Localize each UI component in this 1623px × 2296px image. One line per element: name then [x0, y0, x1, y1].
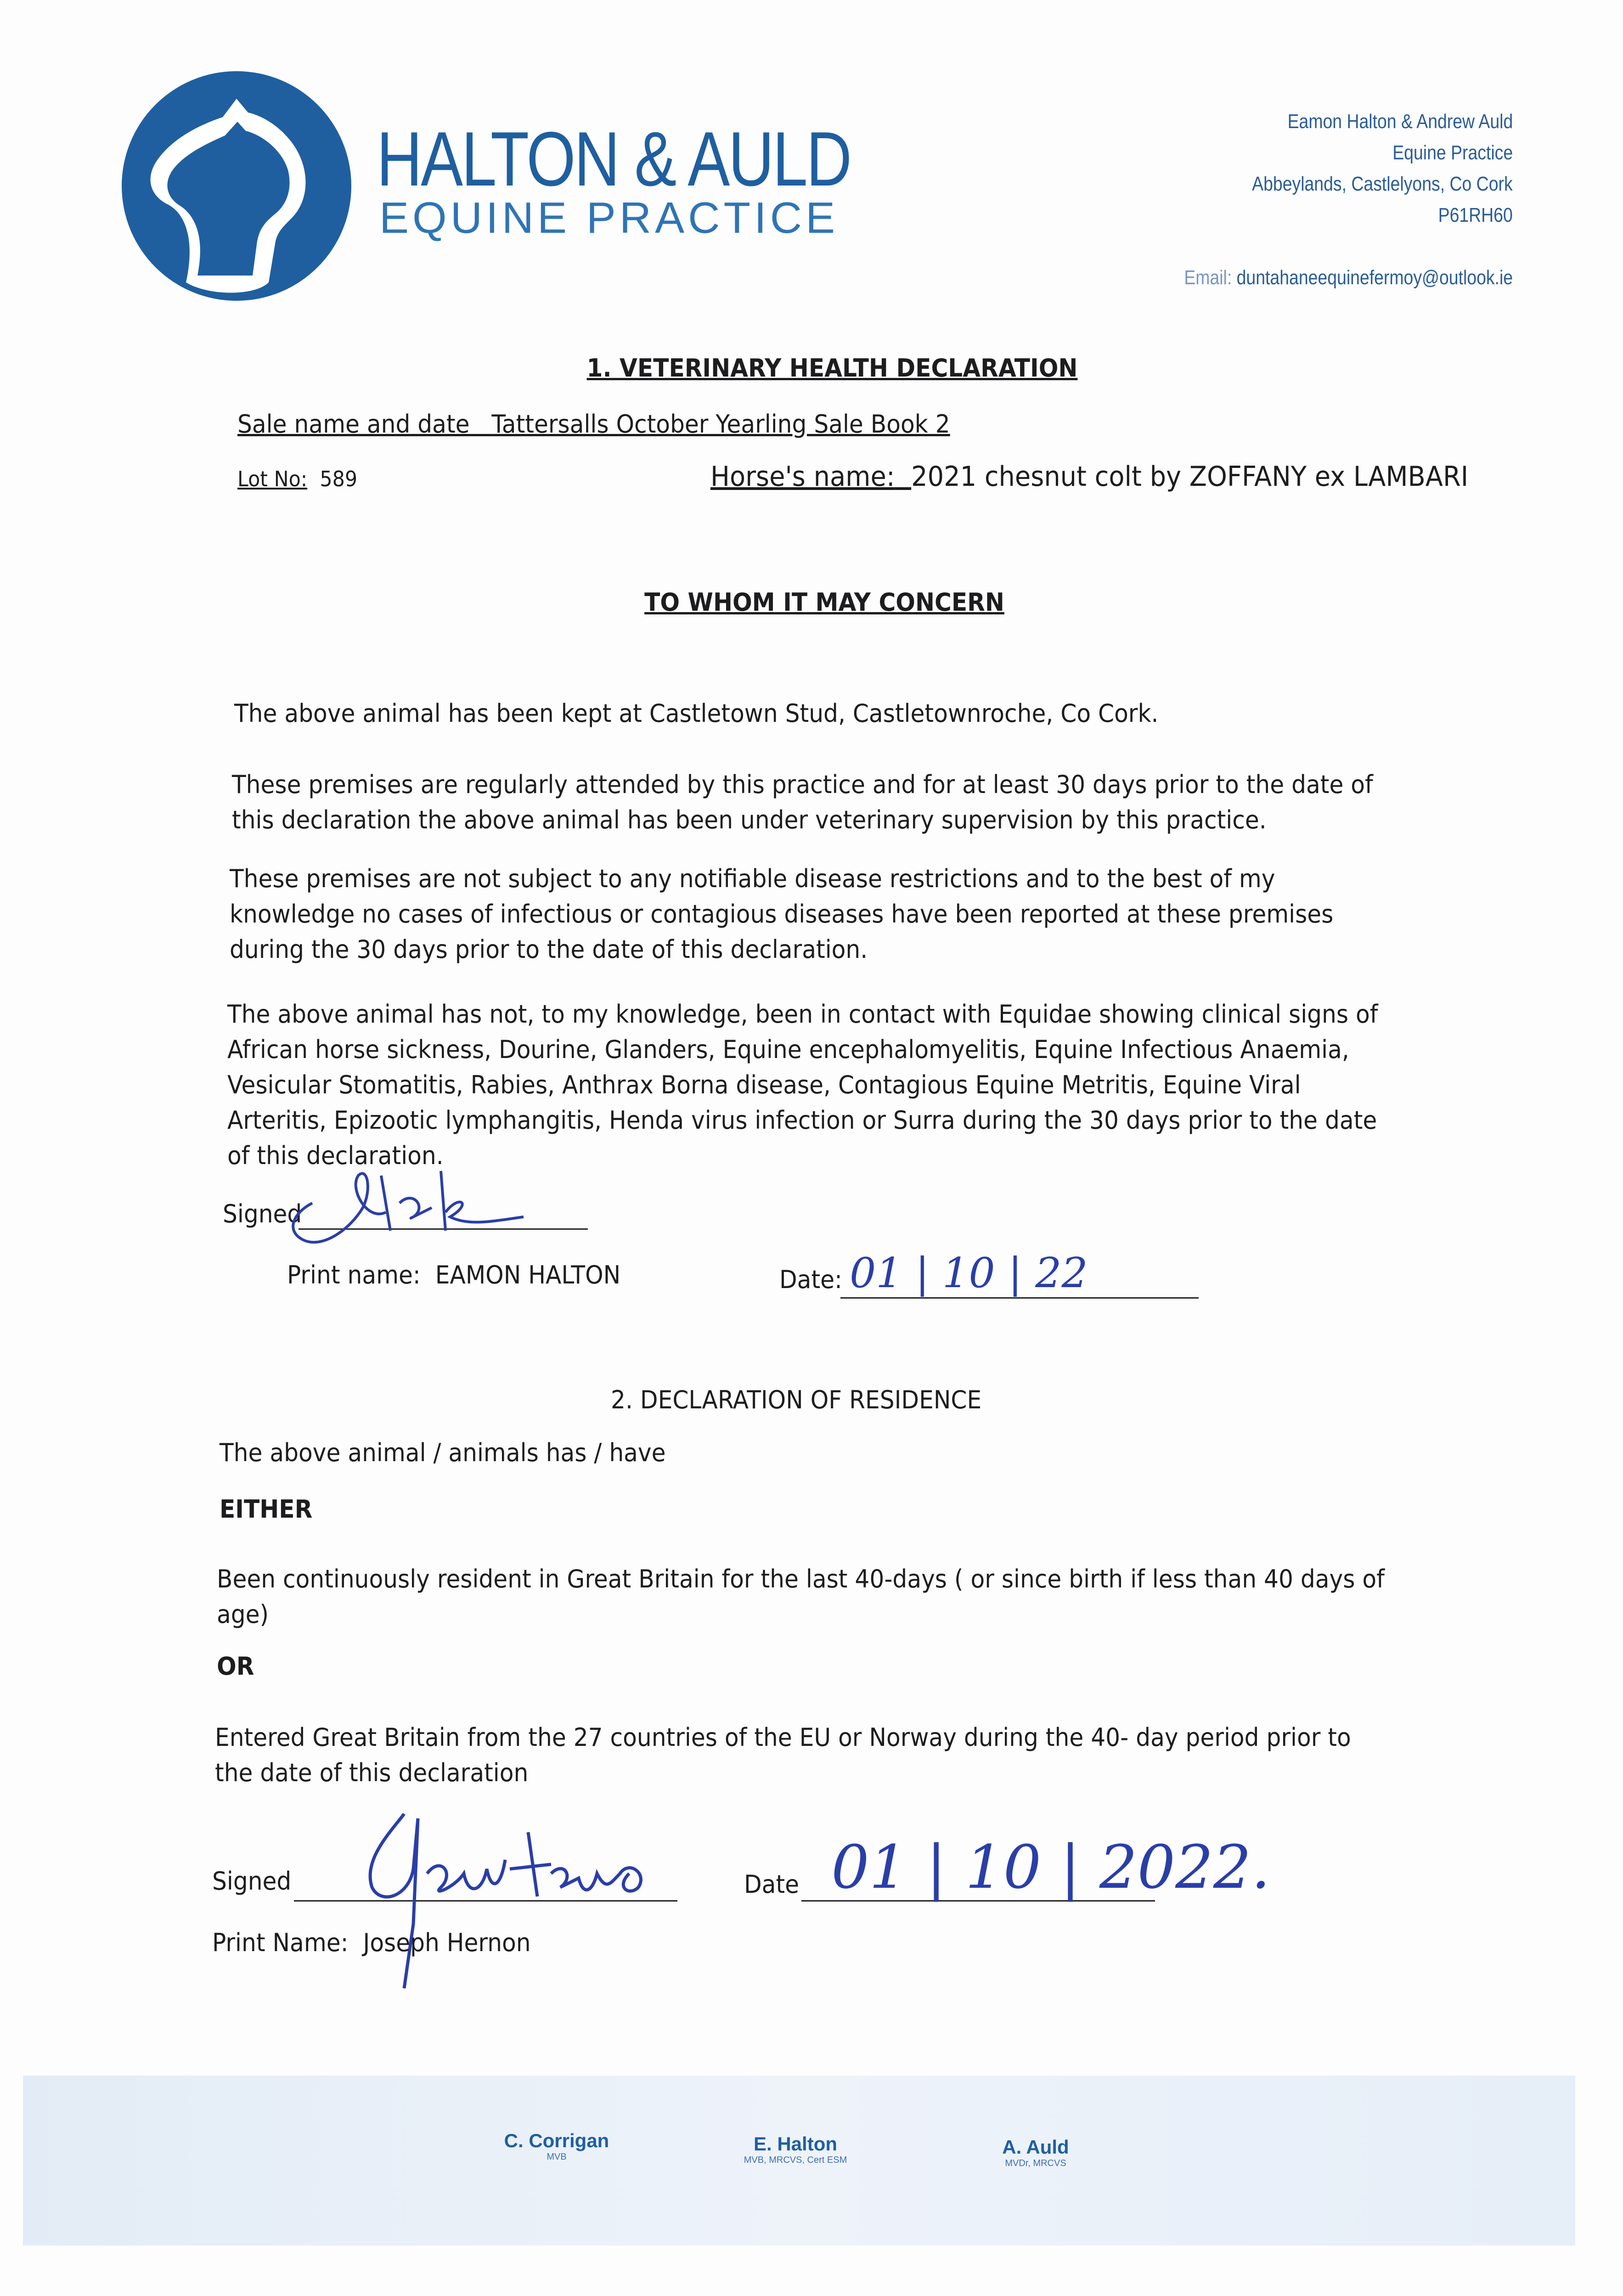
- logo-subtitle: EQUINE PRACTICE: [379, 193, 839, 242]
- footer-vet-halton: E. Halton MVB, MRCVS, Cert ESM: [744, 2133, 847, 2165]
- print-name-value-1: EAMON HALTON: [435, 1261, 621, 1289]
- lot-label: Lot No:: [237, 467, 308, 491]
- logo-title: HALTON & AULD: [377, 116, 851, 202]
- print-name-line-2: [212, 1925, 531, 1960]
- horse-logo-icon: [117, 67, 356, 305]
- print-name-label-2: Print Name:: [212, 1928, 349, 1957]
- signature-hernon: [335, 1805, 693, 1998]
- date-label-1: Date:: [779, 1265, 842, 1294]
- footer-vet-auld: A. Auld MVDr, MRCVS: [1002, 2136, 1069, 2168]
- print-name-value-2: Joseph Hernon: [363, 1928, 531, 1957]
- footer-vet-corrigan: C. Corrigan MVB: [504, 2130, 609, 2162]
- address-line-3: Abbeylands, Castlelyons, Co Cork: [1252, 173, 1513, 195]
- sale-name-line: [237, 406, 950, 442]
- date-handwritten-2: 01 | 10 | 2022.: [831, 1832, 1270, 1902]
- signed-label-1: Signed: [223, 1199, 302, 1228]
- section2-title: 2. DECLARATION OF RESIDENCE: [611, 1385, 982, 1414]
- lot-line: [237, 461, 357, 497]
- signed-label-2: Signed: [212, 1867, 292, 1896]
- residence-intro: The above animal / animals has / have: [220, 1438, 666, 1467]
- to-whom-heading: TO WHOM IT MAY CONCERN: [644, 588, 1004, 617]
- address-line-1: Eamon Halton & Andrew Auld: [1287, 110, 1513, 133]
- horse-value: 2021 chesnut colt by ZOFFANY ex LAMBARI: [911, 461, 1469, 493]
- paragraph-attended: These premises are regularly attended by this practice and for at least 30 days prior to the date of this declaration the above animal has been under veterinary supervision by this practice.: [232, 770, 1373, 834]
- lot-value: 589: [320, 467, 358, 491]
- print-name-line-1: [287, 1257, 620, 1293]
- date-line-1: [840, 1297, 1199, 1299]
- date-label-2: Date: [744, 1870, 800, 1899]
- horse-label: Horse's name:: [710, 461, 895, 493]
- date-handwritten-1: 01 | 10 | 22: [850, 1249, 1088, 1297]
- paragraph-contact: The above animal has not, to my knowledge, been in contact with Equidae showing clinical signs of African horse sickness, Dourine, Glanders, Equine encephalomyelitis, Equine Infectious Anaemia, Vesicular Stomatitis, Rabies, Anthrax Borna disease, Contagious Equine Metritis, Equine Viral Arteritis, Epizootic lymphangitis, Henda virus infection or Surra during the 30 days prior to the date of this declaration.: [227, 1000, 1378, 1170]
- horse-line: [710, 459, 1468, 495]
- sale-value: Tattersalls October Yearling Sale Book 2: [491, 410, 950, 439]
- print-name-label-1: Print name:: [287, 1261, 421, 1289]
- address-line-4: P61RH60: [1438, 204, 1513, 226]
- either-label: EITHER: [220, 1495, 313, 1524]
- or-label: OR: [217, 1652, 254, 1681]
- signature-halton: [276, 1139, 533, 1258]
- sale-label: Sale name and date: [237, 410, 470, 439]
- paragraph-restrictions: These premises are not subject to any notifiable disease restrictions and to the best of my knowledge no cases of infectious or contagious diseases have been reported at these premises during the 30 days prior to the date of this declaration.: [230, 864, 1334, 964]
- address-line-2: Equine Practice: [1392, 141, 1513, 164]
- email-label: Email:: [1184, 266, 1232, 289]
- option-entered: Entered Great Britain from the 27 countries of the EU or Norway during the 40- day period prior to the date of this declaration: [215, 1723, 1351, 1787]
- section1-title: 1. VETERINARY HEALTH DECLARATION: [586, 354, 1078, 383]
- email-address[interactable]: duntahaneequinefermoy@outlook.ie: [1236, 266, 1513, 289]
- option-resident: Been continuously resident in Great Britain for the last 40-days ( or since birth if less than 40 days of age): [217, 1564, 1385, 1629]
- paragraph-kept-at: The above animal has been kept at Castletown Stud, Castletownroche, Co Cork.: [234, 699, 1159, 728]
- email-line: [1184, 266, 1513, 289]
